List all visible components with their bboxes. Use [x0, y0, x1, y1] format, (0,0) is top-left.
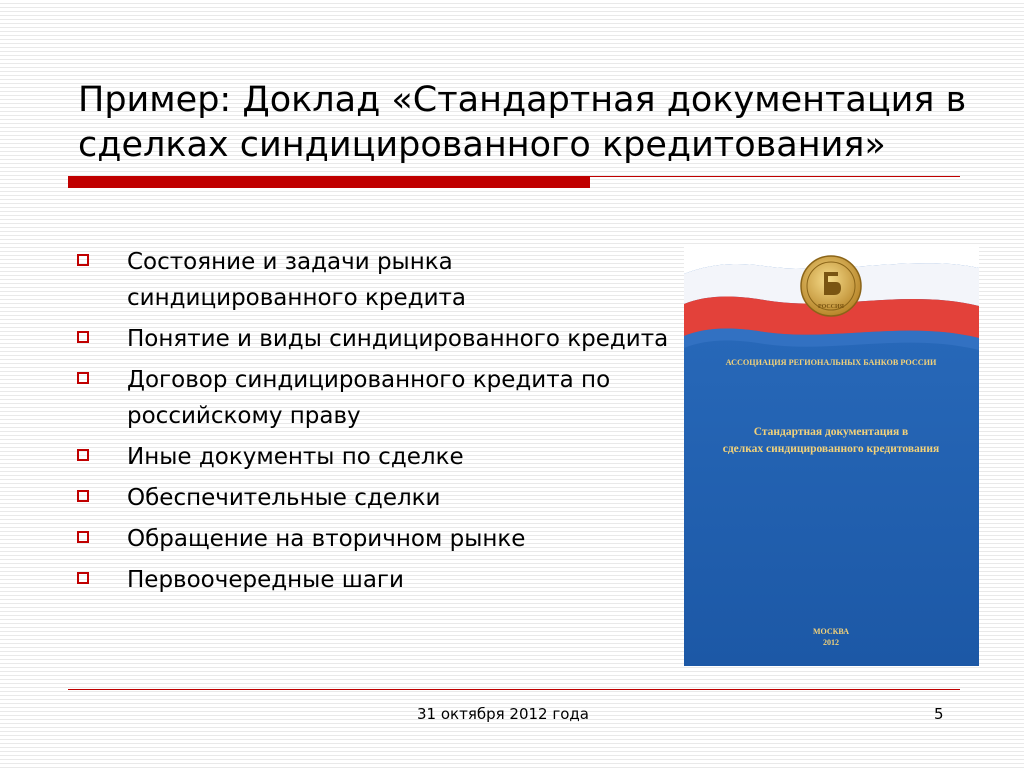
bullet-item — [76, 244, 676, 316]
book-cover-art — [684, 246, 979, 666]
bank-emblem-icon — [801, 256, 861, 316]
bullet-text: Первоочередные шаги — [127, 567, 404, 593]
bullet-text: Договор синдицированного кредита по российскому праву — [127, 367, 611, 429]
emblem-label: РОССИЯ — [817, 304, 845, 310]
bullet-item — [76, 439, 676, 475]
hollow-square-bullet-icon — [77, 372, 89, 384]
hollow-square-bullet-icon — [77, 449, 89, 461]
bullet-text: Обеспечительные сделки — [127, 485, 441, 511]
page-number: 5 — [934, 705, 944, 723]
hollow-square-bullet-icon — [77, 331, 89, 343]
footer-divider — [68, 689, 960, 690]
bullet-item — [76, 362, 676, 434]
slide-title: Пример: Доклад «Стандартная документация в сделках синдицированного кредитования» — [78, 80, 967, 165]
bullet-text: Понятие и виды синдицированного кредита — [127, 326, 669, 352]
bullet-text: Обращение на вторичном рынке — [127, 526, 526, 552]
book-cover-image — [684, 246, 979, 666]
hollow-square-bullet-icon — [77, 490, 89, 502]
book-city: МОСКВА — [812, 627, 850, 636]
hollow-square-bullet-icon — [77, 531, 89, 543]
book-title-line2: сделках синдицированного кредитования — [722, 443, 940, 455]
hollow-square-bullet-icon — [77, 254, 89, 266]
bullet-text: Состояние и задачи рынка синдицированного кредита — [127, 249, 467, 311]
book-title-line1: Стандартная документация в — [753, 426, 909, 438]
bullet-item — [76, 521, 676, 557]
bullet-item — [76, 321, 676, 357]
footer-date: 31 октября 2012 года — [417, 705, 589, 723]
title-underline-thick — [68, 176, 590, 188]
book-year: 2012 — [823, 638, 839, 647]
bullet-list — [76, 244, 676, 603]
hollow-square-bullet-icon — [77, 572, 89, 584]
bullet-item — [76, 480, 676, 516]
bullet-text: Иные документы по сделке — [127, 444, 464, 470]
book-publisher: АССОЦИАЦИЯ РЕГИОНАЛЬНЫХ БАНКОВ РОССИИ — [725, 358, 937, 367]
title-underline-thin — [590, 176, 960, 177]
bullet-item — [76, 562, 676, 598]
